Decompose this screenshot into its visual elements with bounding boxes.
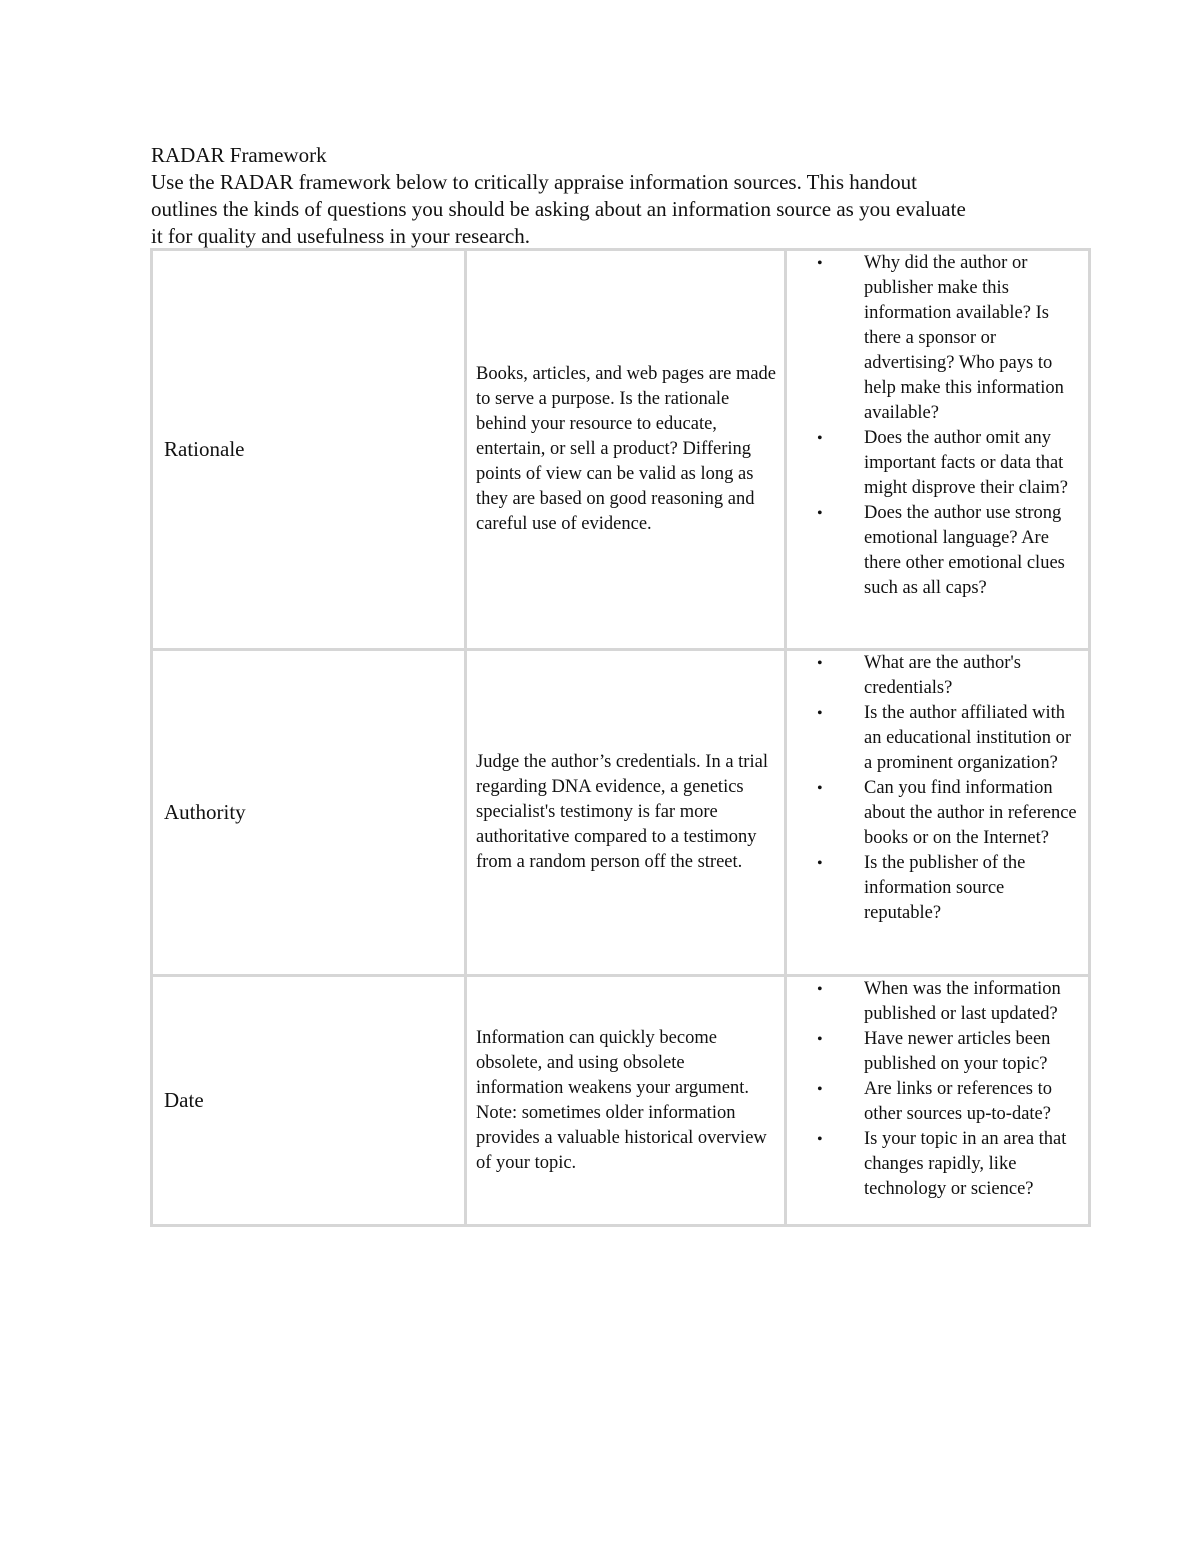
table-row-rationale <box>152 250 1090 650</box>
question-list <box>787 977 1088 1202</box>
bullet-icon: • <box>817 255 823 272</box>
question-text: When was the information published or last updated? <box>864 979 1061 1024</box>
bullet-icon: • <box>817 705 823 722</box>
term-cell <box>152 976 466 1226</box>
bullet-icon: • <box>817 780 823 797</box>
description-cell <box>466 250 786 650</box>
question-item <box>787 851 1088 926</box>
description-text: Judge the author’s credentials. In a trial regarding DNA evidence, a genetics specialist's testimony is far more authoritative compared to a testimony from a random person off the street. <box>476 752 768 872</box>
question-item <box>787 977 1088 1027</box>
term-label: Rationale <box>164 437 245 461</box>
bullet-icon: • <box>817 1131 823 1148</box>
question-list <box>787 251 1088 601</box>
questions-cell <box>786 976 1090 1226</box>
question-text: Can you find information about the author in reference books or on the Internet? <box>864 778 1077 848</box>
question-text: Does the author use strong emotional language? Are there other emotional clues such as all caps? <box>864 503 1065 598</box>
description-cell <box>466 650 786 976</box>
question-item <box>787 651 1088 701</box>
bullet-icon: • <box>817 981 823 998</box>
question-item <box>787 501 1088 601</box>
question-item <box>787 1127 1088 1202</box>
question-item <box>787 776 1088 851</box>
intro-line: it for quality and usefulness in your research. <box>151 224 531 248</box>
document-title: RADAR Framework <box>151 143 327 167</box>
bullet-icon: • <box>817 655 823 672</box>
description-text: Books, articles, and web pages are made to serve a purpose. Is the rationale behind your resource to educate, entertain, or sell a product? Differing points of view can be valid as long as they are based on good reasoning and careful use of evidence. <box>476 364 777 534</box>
question-text: What are the author's credentials? <box>864 653 1021 698</box>
intro-paragraph <box>151 169 1056 250</box>
intro-line: outlines the kinds of questions you should be asking about an information source as you evaluate <box>151 197 966 221</box>
question-item <box>787 701 1088 776</box>
table-row-date <box>152 976 1090 1226</box>
question-text: Why did the author or publisher make this information available? Is there a sponsor or advertising? Who pays to help make this information available? <box>864 253 1064 423</box>
description-text: Information can quickly become obsolete, and using obsolete information weakens your argument. Note: sometimes older information provides a valuable historical overview of your topic. <box>476 1027 767 1173</box>
description-cell <box>466 976 786 1226</box>
question-text: Does the author omit any important facts or data that might disprove their claim? <box>864 428 1068 498</box>
question-item <box>787 426 1088 501</box>
question-text: Is your topic in an area that changes rapidly, like technology or science? <box>864 1129 1067 1199</box>
question-item <box>787 1027 1088 1077</box>
questions-cell <box>786 650 1090 976</box>
bullet-icon: • <box>817 855 823 872</box>
term-cell <box>152 250 466 650</box>
question-text: Are links or references to other sources up-to-date? <box>864 1079 1052 1124</box>
term-label: Date <box>164 1088 204 1112</box>
bullet-icon: • <box>817 505 823 522</box>
bullet-icon: • <box>817 1081 823 1098</box>
questions-cell <box>786 250 1090 650</box>
intro-line: Use the RADAR framework below to critically appraise information sources. This handout <box>151 170 917 194</box>
term-label: Authority <box>164 800 246 824</box>
question-item <box>787 251 1088 426</box>
question-text: Is the author affiliated with an educational institution or a prominent organization? <box>864 703 1072 773</box>
question-text: Have newer articles been published on your topic? <box>864 1029 1051 1074</box>
question-text: Is the publisher of the information source reputable? <box>864 853 1026 923</box>
term-cell <box>152 650 466 976</box>
bullet-icon: • <box>817 430 823 447</box>
table-row-authority <box>152 650 1090 976</box>
radar-table <box>150 248 1091 1227</box>
question-item <box>787 1077 1088 1127</box>
bullet-icon: • <box>817 1031 823 1048</box>
question-list <box>787 651 1088 926</box>
